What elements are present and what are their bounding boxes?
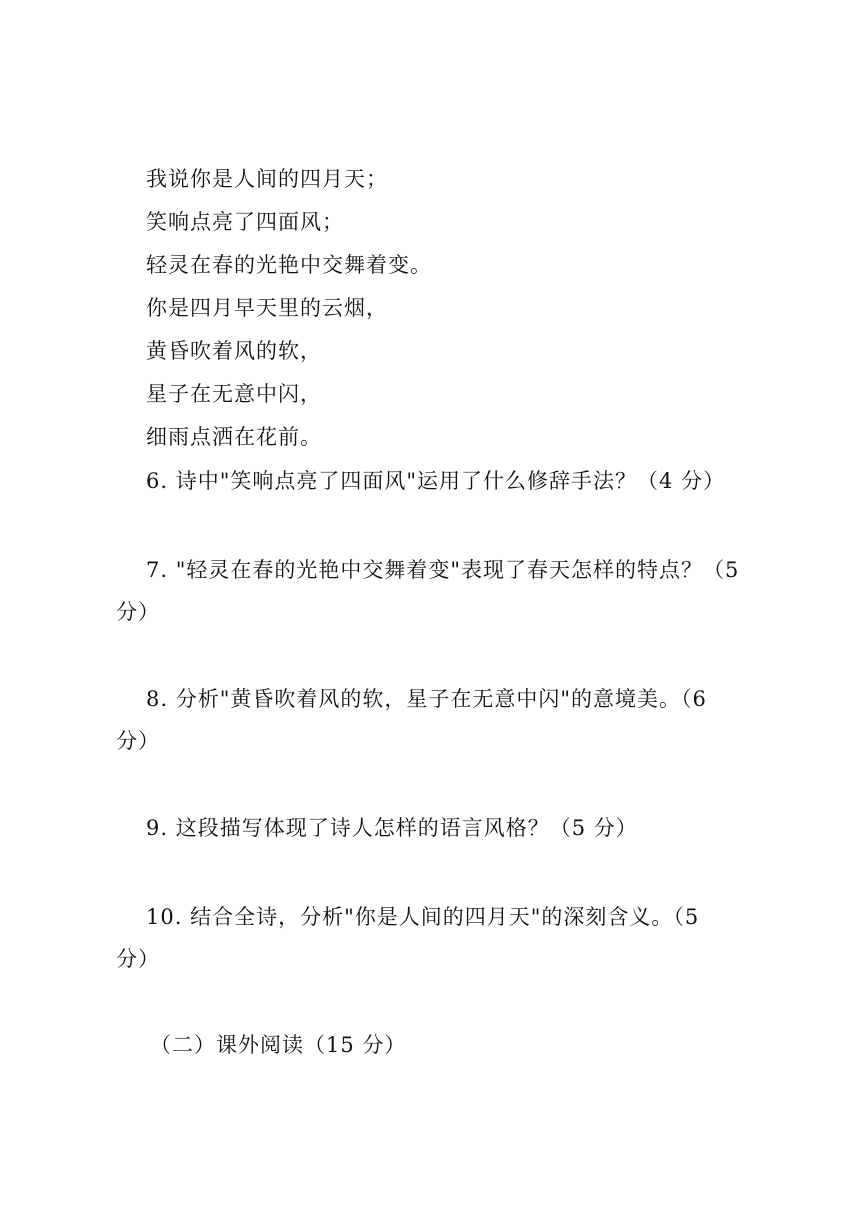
- poem-line-6: 星子在无意中闪，: [146, 382, 322, 406]
- question-9: 9. 这段描写体现了诗人怎样的语言风格？（5 分）: [146, 816, 638, 840]
- question-8: 8. 分析"黄昏吹着风的软，星子在无意中闪"的意境美。（6: [146, 687, 707, 711]
- poem-line-2: 笑响点亮了四面风；: [146, 210, 344, 234]
- poem-line-1: 我说你是人间的四月天；: [146, 167, 388, 191]
- question-7: 7. "轻灵在春的光艳中交舞着变"表现了春天怎样的特点？（5: [146, 558, 740, 582]
- poem-line-3: 轻灵在春的光艳中交舞着变。: [146, 253, 432, 277]
- section-heading: （二）课外阅读（15 分）: [150, 1033, 407, 1057]
- poem-line-5: 黄昏吹着风的软，: [146, 339, 322, 363]
- question-8-continuation: 分）: [116, 729, 160, 753]
- question-7-continuation: 分）: [116, 600, 160, 624]
- poem-line-7: 细雨点洒在花前。: [146, 425, 322, 449]
- question-10: 10. 结合全诗，分析"你是人间的四月天"的深刻含义。（5: [146, 905, 700, 929]
- poem-line-4: 你是四月早天里的云烟，: [146, 296, 388, 320]
- question-6: 6. 诗中"笑响点亮了四面风"运用了什么修辞手法？（4 分）: [146, 469, 726, 493]
- question-10-continuation: 分）: [116, 947, 160, 971]
